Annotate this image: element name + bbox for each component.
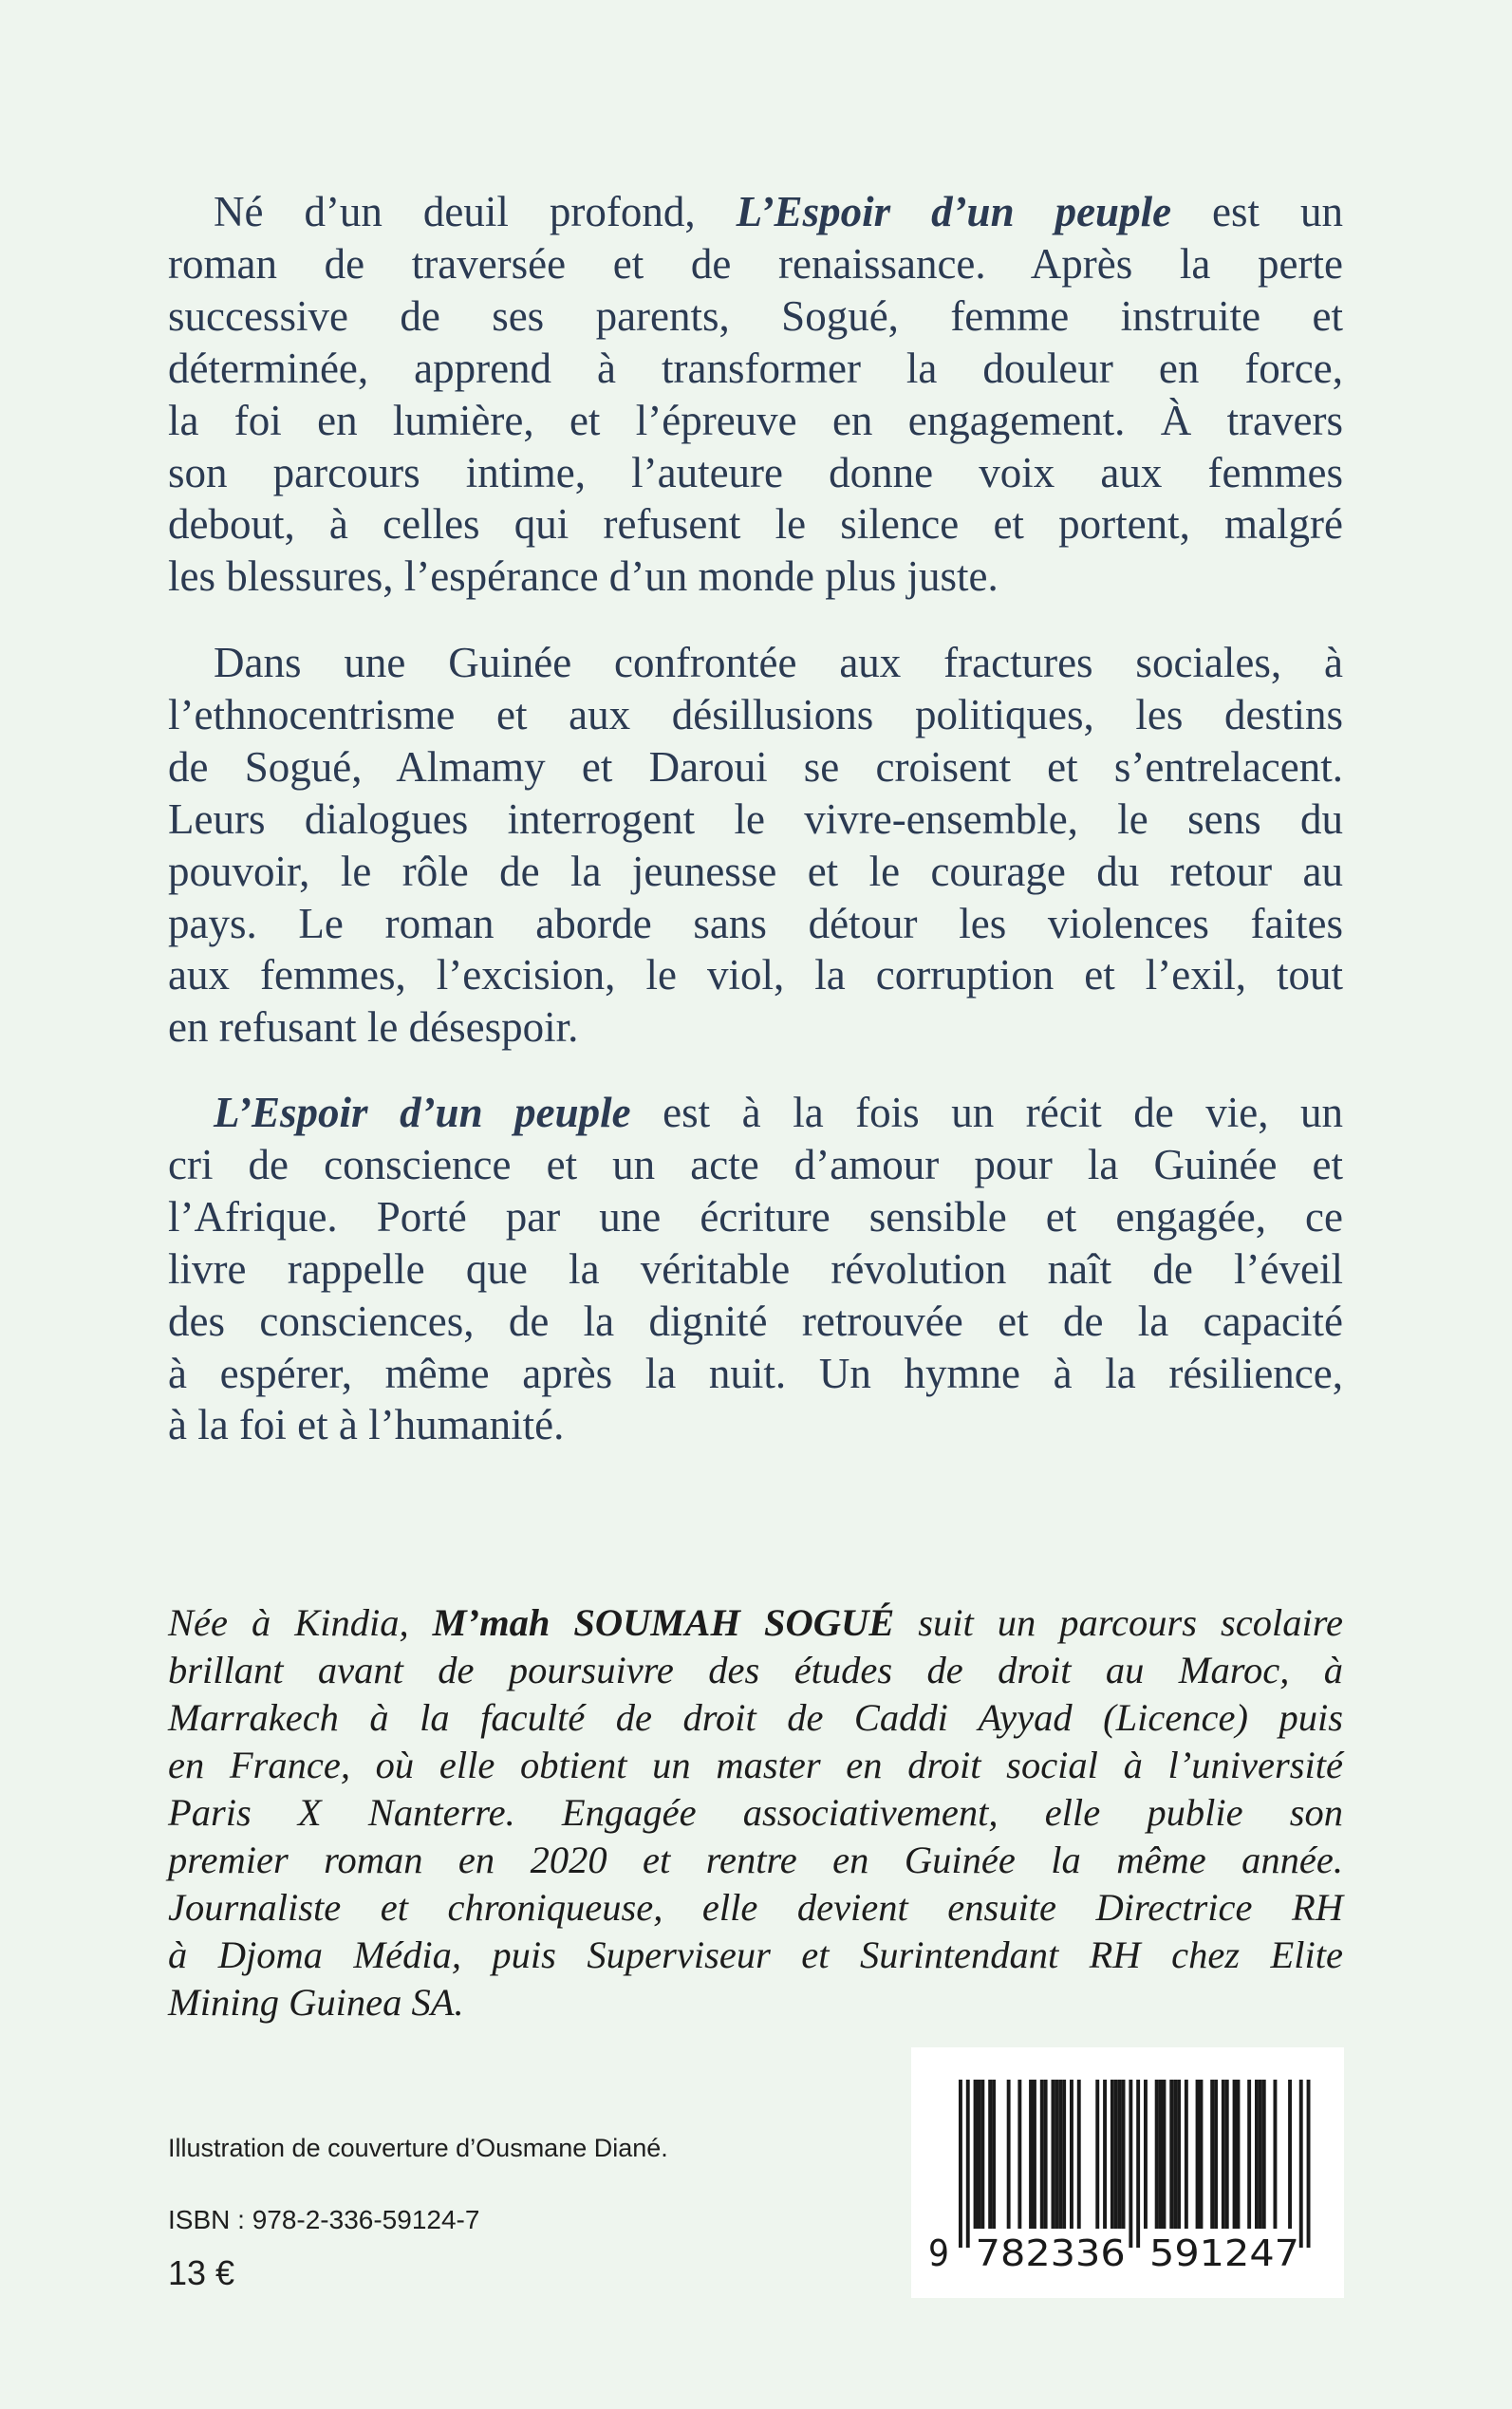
- illustration-credit: Illustration de couverture d’Ousmane Diané.: [168, 2134, 668, 2162]
- blurb-line: en refusant le désespoir.: [168, 1003, 579, 1052]
- book-title: L’Espoir d’un peuple: [736, 188, 1172, 235]
- blurb-line: déterminée, apprend à transformer la douleur en force,: [168, 344, 1343, 392]
- blurb-line: successive de ses parents, Sogué, femme instruite et: [168, 291, 1343, 340]
- bio-line: [168, 1599, 1343, 1647]
- blurb-line: l’Afrique. Porté par une écriture sensible et engagée, ce: [168, 1192, 1343, 1241]
- blurb-line: des consciences, de la dignité retrouvée et de la capacité: [168, 1297, 1343, 1345]
- blurb-line: pouvoir, le rôle de la jeunesse et le courage du retour au: [168, 847, 1343, 895]
- bio-line: brillant avant de poursuivre des études de droit au Maroc, à: [168, 1649, 1343, 1691]
- blurb-line: [214, 186, 1343, 238]
- bio-line: premier roman en 2020 et rentre en Guinée la même année.: [168, 1839, 1343, 1881]
- blurb-line: la foi en lumière, et l’épreuve en engagement. À travers: [168, 396, 1343, 444]
- blurb-text: est à la fois un récit de vie, un: [630, 1089, 1344, 1136]
- blurb-line: pays. Le roman aborde sans détour les violences faites: [168, 899, 1343, 947]
- blurb-line: son parcours intime, l’auteure donne voix aux femmes: [168, 448, 1343, 496]
- blurb-line: livre rappelle que la véritable révolution naît de l’éveil: [168, 1244, 1343, 1293]
- barcode-digits: 782336: [975, 2232, 1126, 2274]
- blurb-line: debout, à celles qui refusent le silence et portent, malgré: [168, 500, 1343, 549]
- blurb-line: les blessures, l’espérance d’un monde plus juste.: [168, 552, 999, 601]
- blurb-line: cri de conscience et un acte d’amour pour la Guinée et: [168, 1140, 1343, 1188]
- isbn: ISBN : 978-2-336-59124-7: [168, 2205, 480, 2234]
- blurb-line: roman de traversée et de renaissance. Après la perte: [168, 239, 1343, 288]
- blurb-text: Né d’un deuil profond,: [214, 188, 737, 235]
- blurb-line: l’ethnocentrisme et aux désillusions politiques, les destins: [168, 690, 1343, 738]
- price: 13 €: [168, 2253, 235, 2292]
- blurb-line: de Sogué, Almamy et Daroui se croisent et s’entrelacent.: [168, 742, 1343, 791]
- bio-line: Journaliste et chroniqueuse, elle devient ensuite Directrice RH: [168, 1886, 1343, 1929]
- blurb-line: à la foi et à l’humanité.: [168, 1401, 565, 1449]
- barcode-digits: 9: [928, 2232, 949, 2274]
- bio-line: Mining Guinea SA.: [168, 1981, 464, 2024]
- blurb-line: aux femmes, l’excision, le viol, la corruption et l’exil, tout: [168, 951, 1343, 999]
- barcode-icon: [911, 2047, 1344, 2298]
- bio-line: à Djoma Média, puis Superviseur et Surintendant RH chez Elite: [168, 1933, 1343, 1976]
- blurb-line: à espérer, même après la nuit. Un hymne à la résilience,: [168, 1349, 1343, 1397]
- book-title: L’Espoir d’un peuple: [214, 1089, 631, 1136]
- bio-line: en France, où elle obtient un master en droit social à l’université: [168, 1744, 1343, 1786]
- bio-text: Née à Kindia,: [168, 1601, 433, 1644]
- barcode-digits: 591247: [1149, 2232, 1299, 2274]
- blurb-text: est un: [1171, 188, 1343, 235]
- blurb-line: [214, 1087, 1343, 1139]
- blurb-line: Leurs dialogues interrogent le vivre-ensemble, le sens du: [168, 794, 1343, 843]
- author-name: M’mah SOUMAH SOGUÉ: [432, 1601, 895, 1644]
- bio-text: suit un parcours scolaire: [894, 1601, 1343, 1644]
- bio-line: Paris X Nanterre. Engagée associativement, elle publie son: [168, 1791, 1343, 1834]
- blurb-line: Dans une Guinée confrontée aux fractures sociales, à: [214, 639, 1343, 686]
- bio-line: Marrakech à la faculté de droit de Caddi Ayyad (Licence) puis: [168, 1696, 1343, 1739]
- isbn-barcode: [911, 2047, 1344, 2298]
